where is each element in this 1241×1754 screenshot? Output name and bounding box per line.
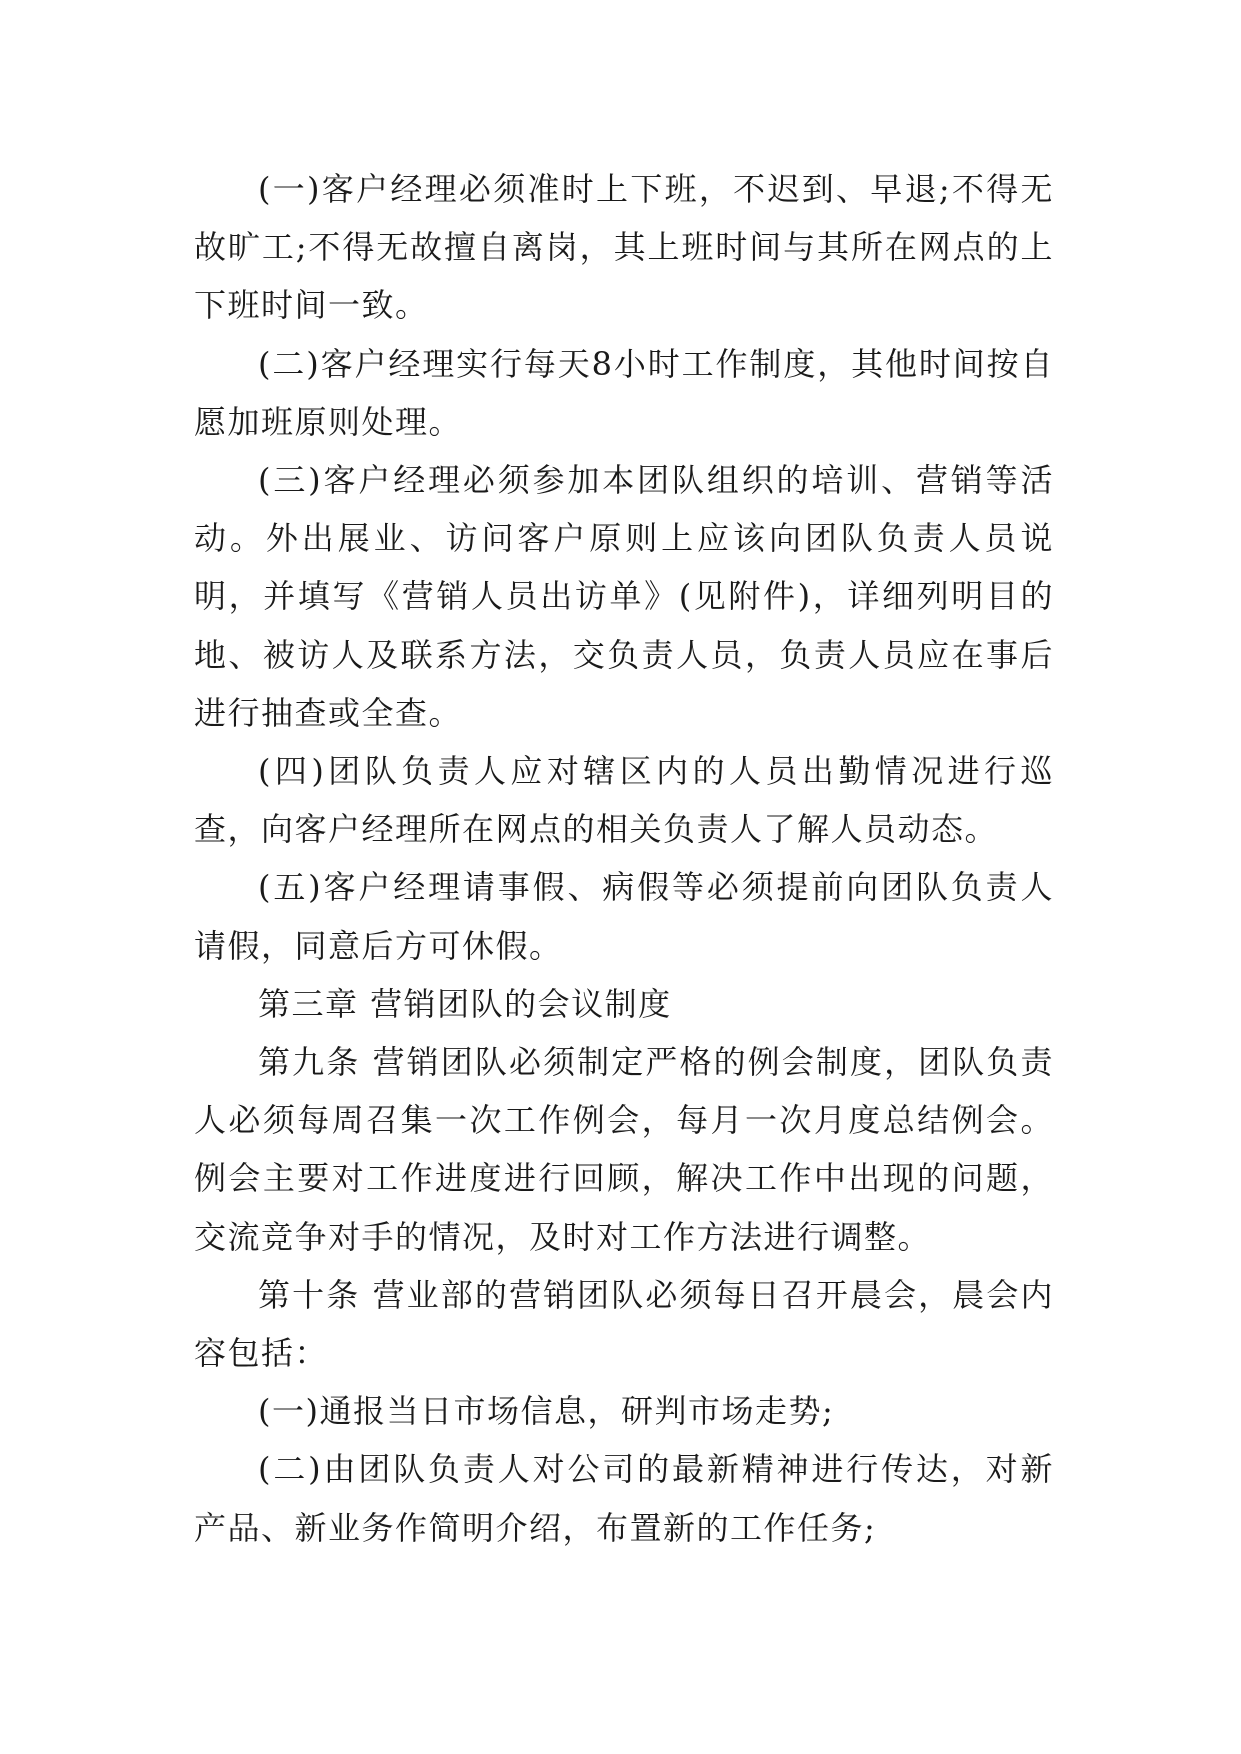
document-body (194, 160, 1054, 1557)
article-9: 第九条 营销团队必须制定严格的例会制度，团队负责人必须每周召集一次工作例会，每月一次月度总结例会。例会主要对工作进度进行回顾，解决工作中出现的问题，交流竞争对手的情况，及时对工作方法进行调整。 (194, 1043, 1054, 1256)
paragraph-attendance-3: (三)客户经理必须参加本团队组织的培训、营销等活动。外出展业、访问客户原则上应该向团队负责人员说明，并填写《营销人员出访单》(见附件)，详细列明目的地、被访人及联系方法，交负责人员，负责人员应在事后进行抽查或全查。 (194, 461, 1054, 732)
paragraph-attendance-2: (二)客户经理实行每天8小时工作制度，其他时间按自愿加班原则处理。 (194, 344, 1054, 441)
chapter-heading: 第三章 营销团队的会议制度 (258, 984, 672, 1023)
article-10: 第十条 营业部的营销团队必须每日召开晨会，晨会内容包括： (194, 1275, 1054, 1373)
paragraph-attendance-5: (五)客户经理请事假、病假等必须提前向团队负责人请假，同意后方可休假。 (194, 868, 1054, 965)
paragraph-attendance-4: (四)团队负责人应对辖区内的人员出勤情况进行巡查，向客户经理所在网点的相关负责人了解人员动态。 (194, 752, 1054, 849)
morning-meeting-item-1: (一)通报当日市场信息，研判市场走势; (258, 1392, 835, 1431)
paragraph-attendance-1: (一)客户经理必须准时上下班，不迟到、早退;不得无故旷工;不得无故擅自离岗，其上班时间与其所在网点的上下班时间一致。 (194, 170, 1054, 325)
morning-meeting-item-2: (二)由团队负责人对公司的最新精神进行传达，对新产品、新业务作简明介绍，布置新的工作任务; (194, 1450, 1054, 1547)
